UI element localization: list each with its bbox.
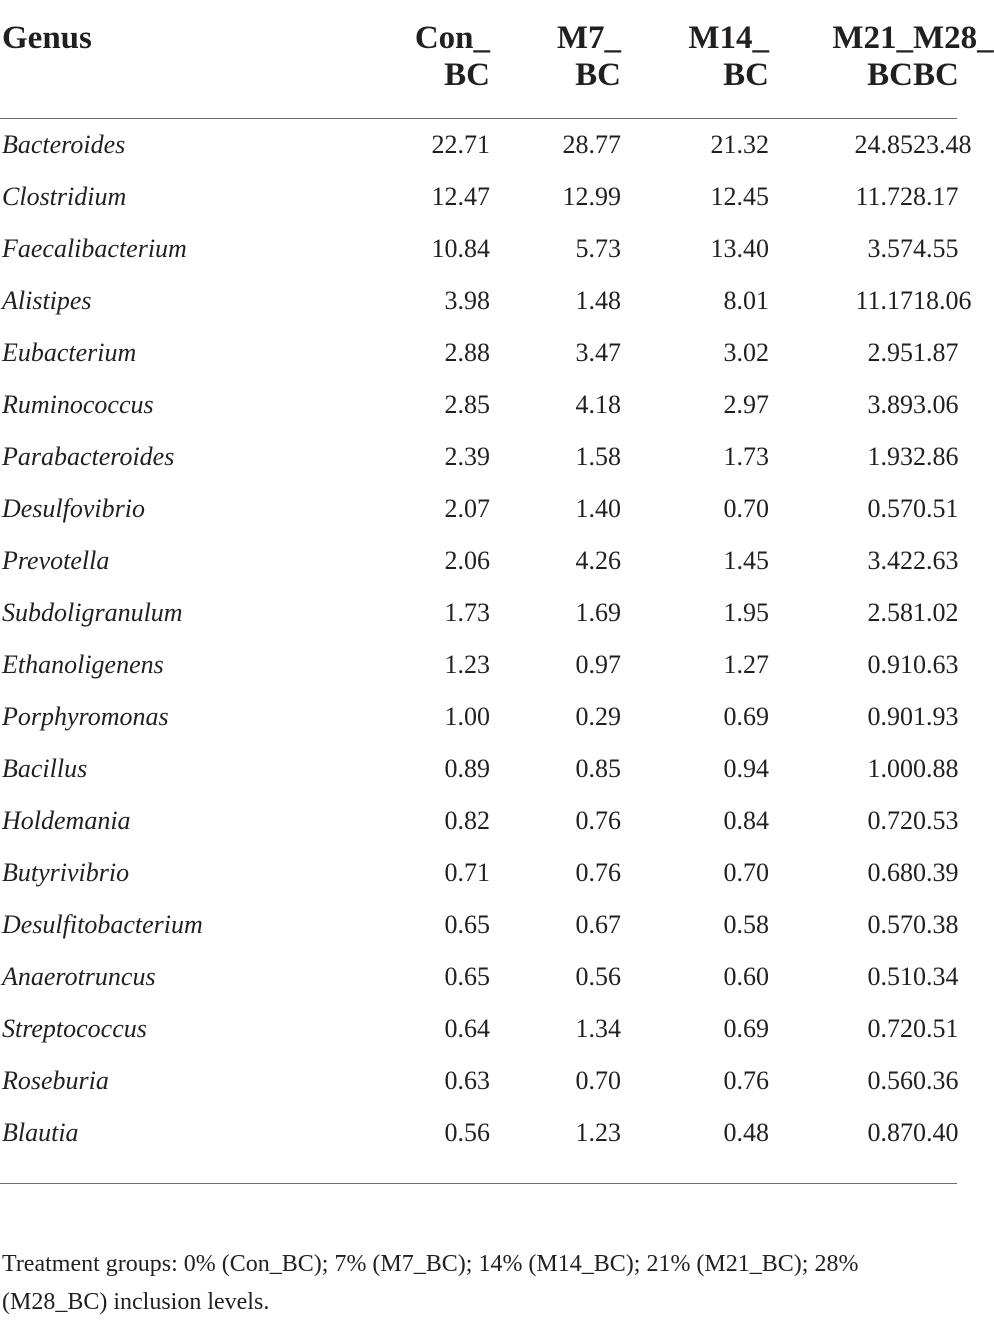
value-cell: 21.32 — [710, 130, 769, 159]
genus-cell: Clostridium — [2, 182, 127, 211]
value-cell: 0.70 — [575, 1066, 621, 1095]
value-cell: 1.93 — [913, 702, 959, 731]
table-row — [0, 379, 957, 431]
table-footnote: Treatment groups: 0% (Con_BC); 7% (M7_BC); 14% (M14_BC); 21% (M21_BC); 28% (M28_BC) inclusion levels. — [2, 1251, 859, 1315]
header-genus: Genus — [0, 0, 270, 119]
value-cell: 4.18 — [575, 390, 621, 419]
value-cell: 22.71 — [431, 130, 490, 159]
value-cell: 3.89 — [867, 390, 913, 419]
table-row — [0, 795, 957, 847]
value-cell: 0.88 — [913, 754, 959, 783]
value-cell: 3.06 — [913, 390, 959, 419]
value-cell: 11.72 — [855, 182, 913, 211]
value-cell: 0.97 — [575, 650, 621, 679]
value-cell: 0.60 — [723, 962, 769, 991]
genus-cell: Holdemania — [2, 806, 131, 835]
genus-cell: Anaerotruncus — [2, 962, 156, 991]
table-row — [0, 691, 957, 743]
value-cell: 0.91 — [867, 650, 913, 679]
value-cell: 0.63 — [444, 1066, 490, 1095]
value-cell: 1.02 — [913, 598, 959, 627]
table-row — [0, 483, 957, 535]
value-cell: 2.39 — [444, 442, 490, 471]
value-cell: 10.84 — [431, 234, 490, 263]
value-cell: 2.85 — [444, 390, 490, 419]
value-cell: 12.47 — [431, 182, 490, 211]
table-row — [0, 1107, 957, 1159]
value-cell: 1.69 — [575, 598, 621, 627]
value-cell: 12.99 — [562, 182, 621, 211]
header-m21-bc-line1: M21_ — [832, 20, 913, 56]
value-cell: 5.73 — [575, 234, 621, 263]
value-cell: 1.00 — [867, 754, 913, 783]
value-cell: 28.77 — [562, 130, 621, 159]
table-row — [0, 847, 957, 899]
header-m28-bc-line2: BC — [913, 57, 959, 93]
table-row — [0, 899, 957, 951]
value-cell: 0.65 — [444, 910, 490, 939]
value-cell: 0.58 — [723, 910, 769, 939]
value-cell: 1.87 — [913, 338, 959, 367]
table-row — [0, 327, 957, 379]
header-m7-bc-line2: BC — [575, 57, 621, 93]
value-cell: 8.17 — [913, 182, 959, 211]
value-cell: 1.23 — [444, 650, 490, 679]
value-cell: 0.76 — [575, 858, 621, 887]
header-m14-bc-line1: M14_ — [688, 20, 769, 56]
value-cell: 0.63 — [913, 650, 959, 679]
table-body — [0, 119, 972, 1160]
genus-cell: Roseburia — [2, 1066, 109, 1095]
value-cell: 0.36 — [913, 1066, 959, 1095]
value-cell: 1.93 — [867, 442, 913, 471]
value-cell: 2.88 — [444, 338, 490, 367]
header-con-bc-line2: BC — [444, 57, 490, 93]
value-cell: 2.95 — [867, 338, 913, 367]
value-cell: 0.34 — [913, 962, 959, 991]
value-cell: 0.67 — [575, 910, 621, 939]
value-cell: 0.89 — [444, 754, 490, 783]
genus-cell: Faecalibacterium — [2, 234, 187, 263]
value-cell: 3.57 — [867, 234, 913, 263]
value-cell: 0.87 — [867, 1118, 913, 1147]
header-con-bc-line1: Con_ — [414, 20, 490, 56]
value-cell: 0.56 — [575, 962, 621, 991]
value-cell: 0.69 — [723, 1014, 769, 1043]
header-m28-bc-line1: M28_ — [913, 20, 994, 56]
genus-cell: Bacteroides — [2, 130, 126, 159]
value-cell: 1.73 — [444, 598, 490, 627]
genus-cell: Streptococcus — [2, 1014, 147, 1043]
genus-cell: Subdoligranulum — [2, 598, 183, 627]
value-cell: 1.00 — [444, 702, 490, 731]
header-m21-bc-line2: BC — [867, 57, 913, 93]
value-cell: 23.48 — [913, 130, 972, 159]
value-cell: 0.94 — [723, 754, 769, 783]
header-m28-bc — [913, 0, 994, 119]
table-row — [0, 223, 957, 275]
header-m14-bc-line2: BC — [723, 57, 769, 93]
value-cell: 0.57 — [867, 910, 913, 939]
header-m14-bc — [621, 0, 769, 119]
table-row — [0, 639, 957, 691]
value-cell: 1.34 — [575, 1014, 621, 1043]
table-row — [0, 119, 957, 172]
value-cell: 2.07 — [444, 494, 490, 523]
genus-cell: Ethanoligenens — [2, 650, 164, 679]
value-cell: 13.40 — [710, 234, 769, 263]
table-row — [0, 743, 957, 795]
value-cell: 1.95 — [723, 598, 769, 627]
value-cell: 0.82 — [444, 806, 490, 835]
genus-cell: Ruminococcus — [2, 390, 154, 419]
value-cell: 0.70 — [723, 858, 769, 887]
header-m7-bc — [490, 0, 621, 119]
value-cell: 4.55 — [913, 234, 959, 263]
value-cell: 3.02 — [723, 338, 769, 367]
table-header — [0, 0, 994, 119]
value-cell: 2.06 — [444, 546, 490, 575]
header-m7-bc-line1: M7_ — [556, 20, 621, 56]
value-cell: 1.48 — [575, 286, 621, 315]
value-cell: 2.86 — [913, 442, 959, 471]
table-row — [0, 171, 957, 223]
value-cell: 0.51 — [867, 962, 913, 991]
table-row — [0, 1055, 957, 1107]
genus-cell: Bacillus — [2, 754, 88, 783]
value-cell: 4.26 — [575, 546, 621, 575]
value-cell: 1.40 — [575, 494, 621, 523]
value-cell: 0.76 — [723, 1066, 769, 1095]
table-row — [0, 951, 957, 1003]
value-cell: 1.23 — [575, 1118, 621, 1147]
value-cell: 0.29 — [575, 702, 621, 731]
value-cell: 3.47 — [575, 338, 621, 367]
value-cell: 3.42 — [867, 546, 913, 575]
value-cell: 0.70 — [723, 494, 769, 523]
value-cell: 0.40 — [913, 1118, 959, 1147]
value-cell: 1.45 — [723, 546, 769, 575]
value-cell: 1.27 — [723, 650, 769, 679]
value-cell: 0.53 — [913, 806, 959, 835]
value-cell: 0.56 — [444, 1118, 490, 1147]
value-cell: 18.06 — [913, 286, 972, 315]
value-cell: 0.84 — [723, 806, 769, 835]
value-cell: 0.90 — [867, 702, 913, 731]
genus-cell: Desulfitobacterium — [2, 910, 203, 939]
genus-cell: Desulfovibrio — [2, 494, 145, 523]
genus-cell: Alistipes — [2, 286, 92, 315]
value-cell: 1.73 — [723, 442, 769, 471]
value-cell: 0.56 — [867, 1066, 913, 1095]
value-cell: 0.57 — [867, 494, 913, 523]
value-cell: 8.01 — [723, 286, 769, 315]
genus-cell: Blautia — [2, 1118, 79, 1147]
value-cell: 0.68 — [867, 858, 913, 887]
value-cell: 0.71 — [444, 858, 490, 887]
genus-cell: Prevotella — [2, 546, 110, 575]
value-cell: 12.45 — [710, 182, 769, 211]
value-cell: 0.85 — [575, 754, 621, 783]
genus-cell: Parabacteroides — [2, 442, 175, 471]
value-cell: 0.76 — [575, 806, 621, 835]
value-cell: 2.63 — [913, 546, 959, 575]
header-con-bc — [270, 0, 490, 119]
value-cell: 0.38 — [913, 910, 959, 939]
value-cell: 0.72 — [867, 806, 913, 835]
value-cell: 11.17 — [855, 286, 913, 315]
value-cell: 1.58 — [575, 442, 621, 471]
table-row — [0, 587, 957, 639]
genus-cell: Eubacterium — [2, 338, 137, 367]
value-cell: 0.72 — [867, 1014, 913, 1043]
table-row — [0, 431, 957, 483]
value-cell: 3.98 — [444, 286, 490, 315]
table-row — [0, 1003, 957, 1055]
value-cell: 0.69 — [723, 702, 769, 731]
value-cell: 0.51 — [913, 494, 959, 523]
value-cell: 0.65 — [444, 962, 490, 991]
value-cell: 0.64 — [444, 1014, 490, 1043]
value-cell: 0.39 — [913, 858, 959, 887]
header-m21-bc — [769, 0, 913, 119]
header-row — [0, 0, 957, 119]
value-cell: 2.58 — [867, 598, 913, 627]
value-cell: 24.85 — [854, 130, 913, 159]
value-cell: 0.51 — [913, 1014, 959, 1043]
table-bottom-rule — [0, 1183, 957, 1184]
value-cell: 0.48 — [723, 1118, 769, 1147]
table-row — [0, 275, 957, 327]
value-cell: 2.97 — [723, 390, 769, 419]
genus-cell: Porphyromonas — [2, 702, 169, 731]
table-row — [0, 535, 957, 587]
genus-cell: Butyrivibrio — [2, 858, 130, 887]
